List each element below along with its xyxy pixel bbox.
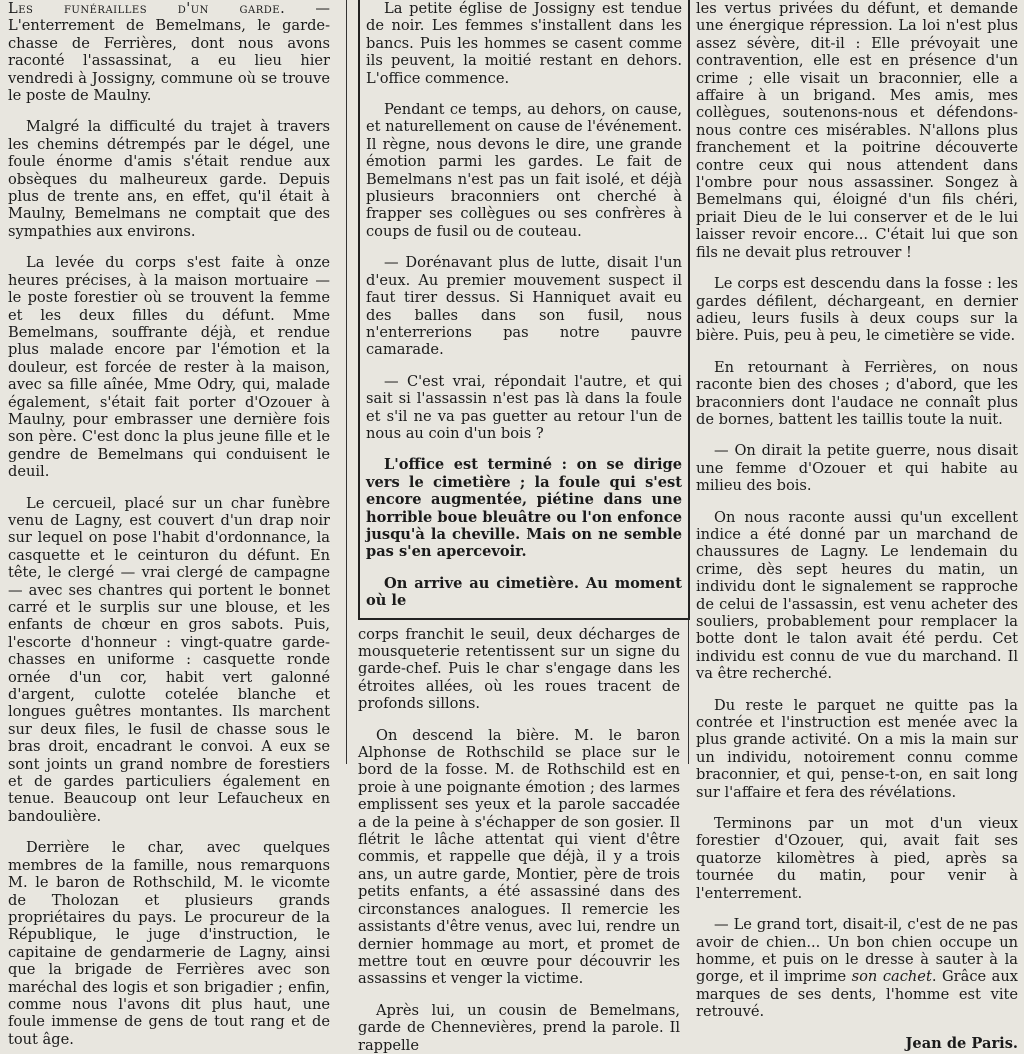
paragraph: corps franchit le seuil, deux décharges de mousqueterie retentissent sur un signe du garde-chef. Puis le char s'engage dans les étroites allées, où les roues tracent de profonds sillons. [358, 625, 680, 713]
article-title: Les funérailles d'un garde. [8, 0, 286, 17]
paragraph: Du reste le parquet ne quitte pas la contrée et l'instruction est menée avec la plus grande activité. On a mis la main sur un individu, notoirement connu comme braconnier, et qui, pense-t-on, en sait long sur l'affaire et fera des révélations. [696, 696, 1018, 801]
paragraph: — C'est vrai, répondait l'autre, et qui sait si l'assassin n'est pas là dans la foule et s'il ne va pas guetter au retour l'un de nous au coin d'un bois ? [366, 372, 682, 442]
quote-text-b: . Grâce aux marques de ses dents, l'homme est vite retrouvé. [696, 968, 1018, 1021]
lead-text: — L'enterrement de Bemelmans, le garde-chasse de Ferrières, dont nous avons raconté l'assassinat, a eu lieu hier vendredi à Jossigny, commune où se trouve le poste de Maulny. [8, 0, 330, 105]
paragraph: On arrive au cimetière. Au moment où le [366, 574, 682, 610]
quote-text-a: — Le grand tort, disait-il, c'est de ne pas avoir de chien... Un bon chien occupe un homme, et puis on le dresse à sauter à la gorge, et il imprime [696, 916, 1018, 986]
boxed-section [358, 0, 690, 620]
paragraph: Après lui, un cousin de Bemelmans, garde de Chennevières, prend la parole. Il rappelle [358, 1001, 680, 1054]
article-lead-paragraph [8, 0, 330, 104]
quote-paragraph [696, 916, 1018, 1020]
paragraph: Pendant ce temps, au dehors, on cause, et naturellement on cause de l'événement. Il règne, nous devons le dire, une grande émotion parmi les gardes. Le fait de Bemelmans n'est pas un fait isolé, et déjà plusieurs braconniers ont cherché à frapper ses collègues ou ses confrères à coups de fusil ou de couteau. [366, 101, 682, 240]
paragraph: Malgré la difficulté du trajet à travers les chemins détrempés par le dégel, une foule énorme d'amis s'était rendue aux obsèques du malheureux garde. Depuis plus de trente ans, en effet, qu'il était à Maulny, Bemelmans ne comptait que des sympathies aux environs. [8, 118, 330, 240]
paragraph: En retournant à Ferrières, on nous raconte bien des choses ; d'abord, que les braconniers dont l'audace ne connaît plus de bornes, battent les taillis toute la nuit. [696, 358, 1018, 428]
paragraph: La levée du corps s'est faite à onze heures précises, à la maison mortuaire — le poste forestier où se trouvent la femme et les deux filles du défunt. Mme Bemelmans, souffrante déjà, et rendue plus malade encore par l'émotion et la douleur, est forcée de rester à la maison, avec sa fille aînée, Mme Odry, qui, malade également, s'était fait porter d'Ozouer à Maulny, pour embrasser une dernière fois son père. C'est donc la plus jeune fille et le gendre de Bemelmans qui conduisent le deuil. [8, 254, 330, 481]
column-3 [696, 0, 1018, 1052]
paragraph: La petite église de Jossigny est tendue de noir. Les femmes s'installent dans les bancs. Puis les hommes se casent comme ils peuvent, la moitié restant en dehors. L'office commence. [366, 0, 682, 87]
paragraph: On nous raconte aussi qu'un excellent indice a été donné par un marchand de chaussures de Lagny. Le lendemain du crime, dès sept heures du matin, un individu dont le signalement se rapproche de celui de l'assassin, est venu acheter des souliers, probablement pour remplacer la botte dont le talon avait été perdu. Cet individu est connu de vue du marchand. Il va être recherché. [696, 508, 1018, 683]
quote-emphasis: son cachet [851, 968, 932, 986]
paragraph: Le cercueil, placé sur un char funèbre venu de Lagny, est couvert d'un drap noir sur lequel on pose l'habit d'ordonnance, la casquette et le ceinturon du défunt. En tête, le clergé — vrai clergé de campagne — avec ses chantres qui portent le bonnet carré et le surplis sur une blouse, et les enfants de chœur en gros sabots. Puis, l'escorte d'honneur : vingt-quatre garde-chasses en uniforme : casquette ronde ornée d'un cor, habit vert galonné d'argent, culotte cotelée blanche et longues guêtres montantes. Ils marchent sur deux files, le fusil de chasse sous le bras droit, encadrant le convoi. A eux se sont joints un grand nombre de forestiers et de gardes particuliers également en tenue. Beaucoup ont leur Lefaucheux en bandoulière. [8, 494, 330, 825]
lower-section [358, 620, 680, 1054]
paragraph: les vertus privées du défunt, et demande une énergique répression. La loi n'est plus assez sévère, dit-il : Elle prévoyait une contravention, elle est en présence d'un crime ; elle visait un braconnier, elle a affaire à un brigand. Mes amis, mes collègues, soutenons-nous et défendons-nous contre ces misérables. N'allons plus franchement et la poitrine découverte contre ceux qui nous attendent dans l'ombre pour nous assassiner. Songez à Bemelmans qui, éloigné d'un fils chéri, priait Dieu de le lui conserver et de le lui laisser revoir encore... C'était lui que son fils ne devait plus retrouver ! [696, 0, 1018, 261]
paragraph: Terminons par un mot d'un vieux forestier d'Ozouer, qui, avait fait ses quatorze kilomètres à pied, après sa tournée du matin, pour venir à l'enterrement. [696, 815, 1018, 902]
author-signature: Jean de Paris. [905, 1034, 1018, 1052]
paragraph: Derrière le char, avec quelques membres de la famille, nous remarquons M. le baron de Rothschild, M. le vicomte de Tholozan et plusieurs grands propriétaires du pays. Le procureur de la République, le juge d'instruction, le capitaine de gendarmerie de Lagny, ainsi que la brigade de Ferrières avec son maréchal des logis et son brigadier ; enfin, comme nous l'avons dit plus haut, une foule immense de gens de tout rang et de tout âge. [8, 839, 330, 1048]
paragraph: On descend la bière. M. le baron Alphonse de Rothschild se place sur le bord de la fosse. M. de Rothschild est en proie à une poignante émotion ; des larmes emplissent ses yeux et la parole saccadée a de la peine à s'échapper de son gosier. Il flétrit le lâche attentat qui vient d'être commis, et rappelle que déjà, il y a trois ans, un autre garde, Montier, père de trois petits enfants, a été assassiné dans des circonstances analogues. Il remercie les assistants d'être venus, avec lui, rendre un dernier hommage au mort, et promet de mettre tout en œuvre pour découvrir les assassins et venger la victime. [358, 726, 680, 988]
column-1 [8, 0, 330, 1048]
column-rule-left [346, 0, 347, 764]
paragraph: — On dirait la petite guerre, nous disait une femme d'Ozouer et qui habite au milieu des bois. [696, 442, 1018, 495]
paragraph: L'office est terminé : on se dirige vers le cimetière ; la foule qui s'est encore augmentée, piétine dans une horrible boue bleuâtre ou l'on enfonce jusqu'à la cheville. Mais on ne semble pas s'en apercevoir. [366, 456, 682, 561]
paragraph: Le corps est descendu dans la fosse : les gardes défilent, déchargeant, en dernier adieu, leurs fusils à deux coups sur la bière. Puis, peu à peu, le cimetière se vide. [696, 275, 1018, 345]
column-2 [358, 0, 682, 1054]
paragraph: — Dorénavant plus de lutte, disait l'un d'eux. Au premier mouvement suspect il faut tirer dessus. Si Hanniquet avait eu des balles dans son fusil, nous n'enterrerions pas notre pauvre camarade. [366, 254, 682, 359]
